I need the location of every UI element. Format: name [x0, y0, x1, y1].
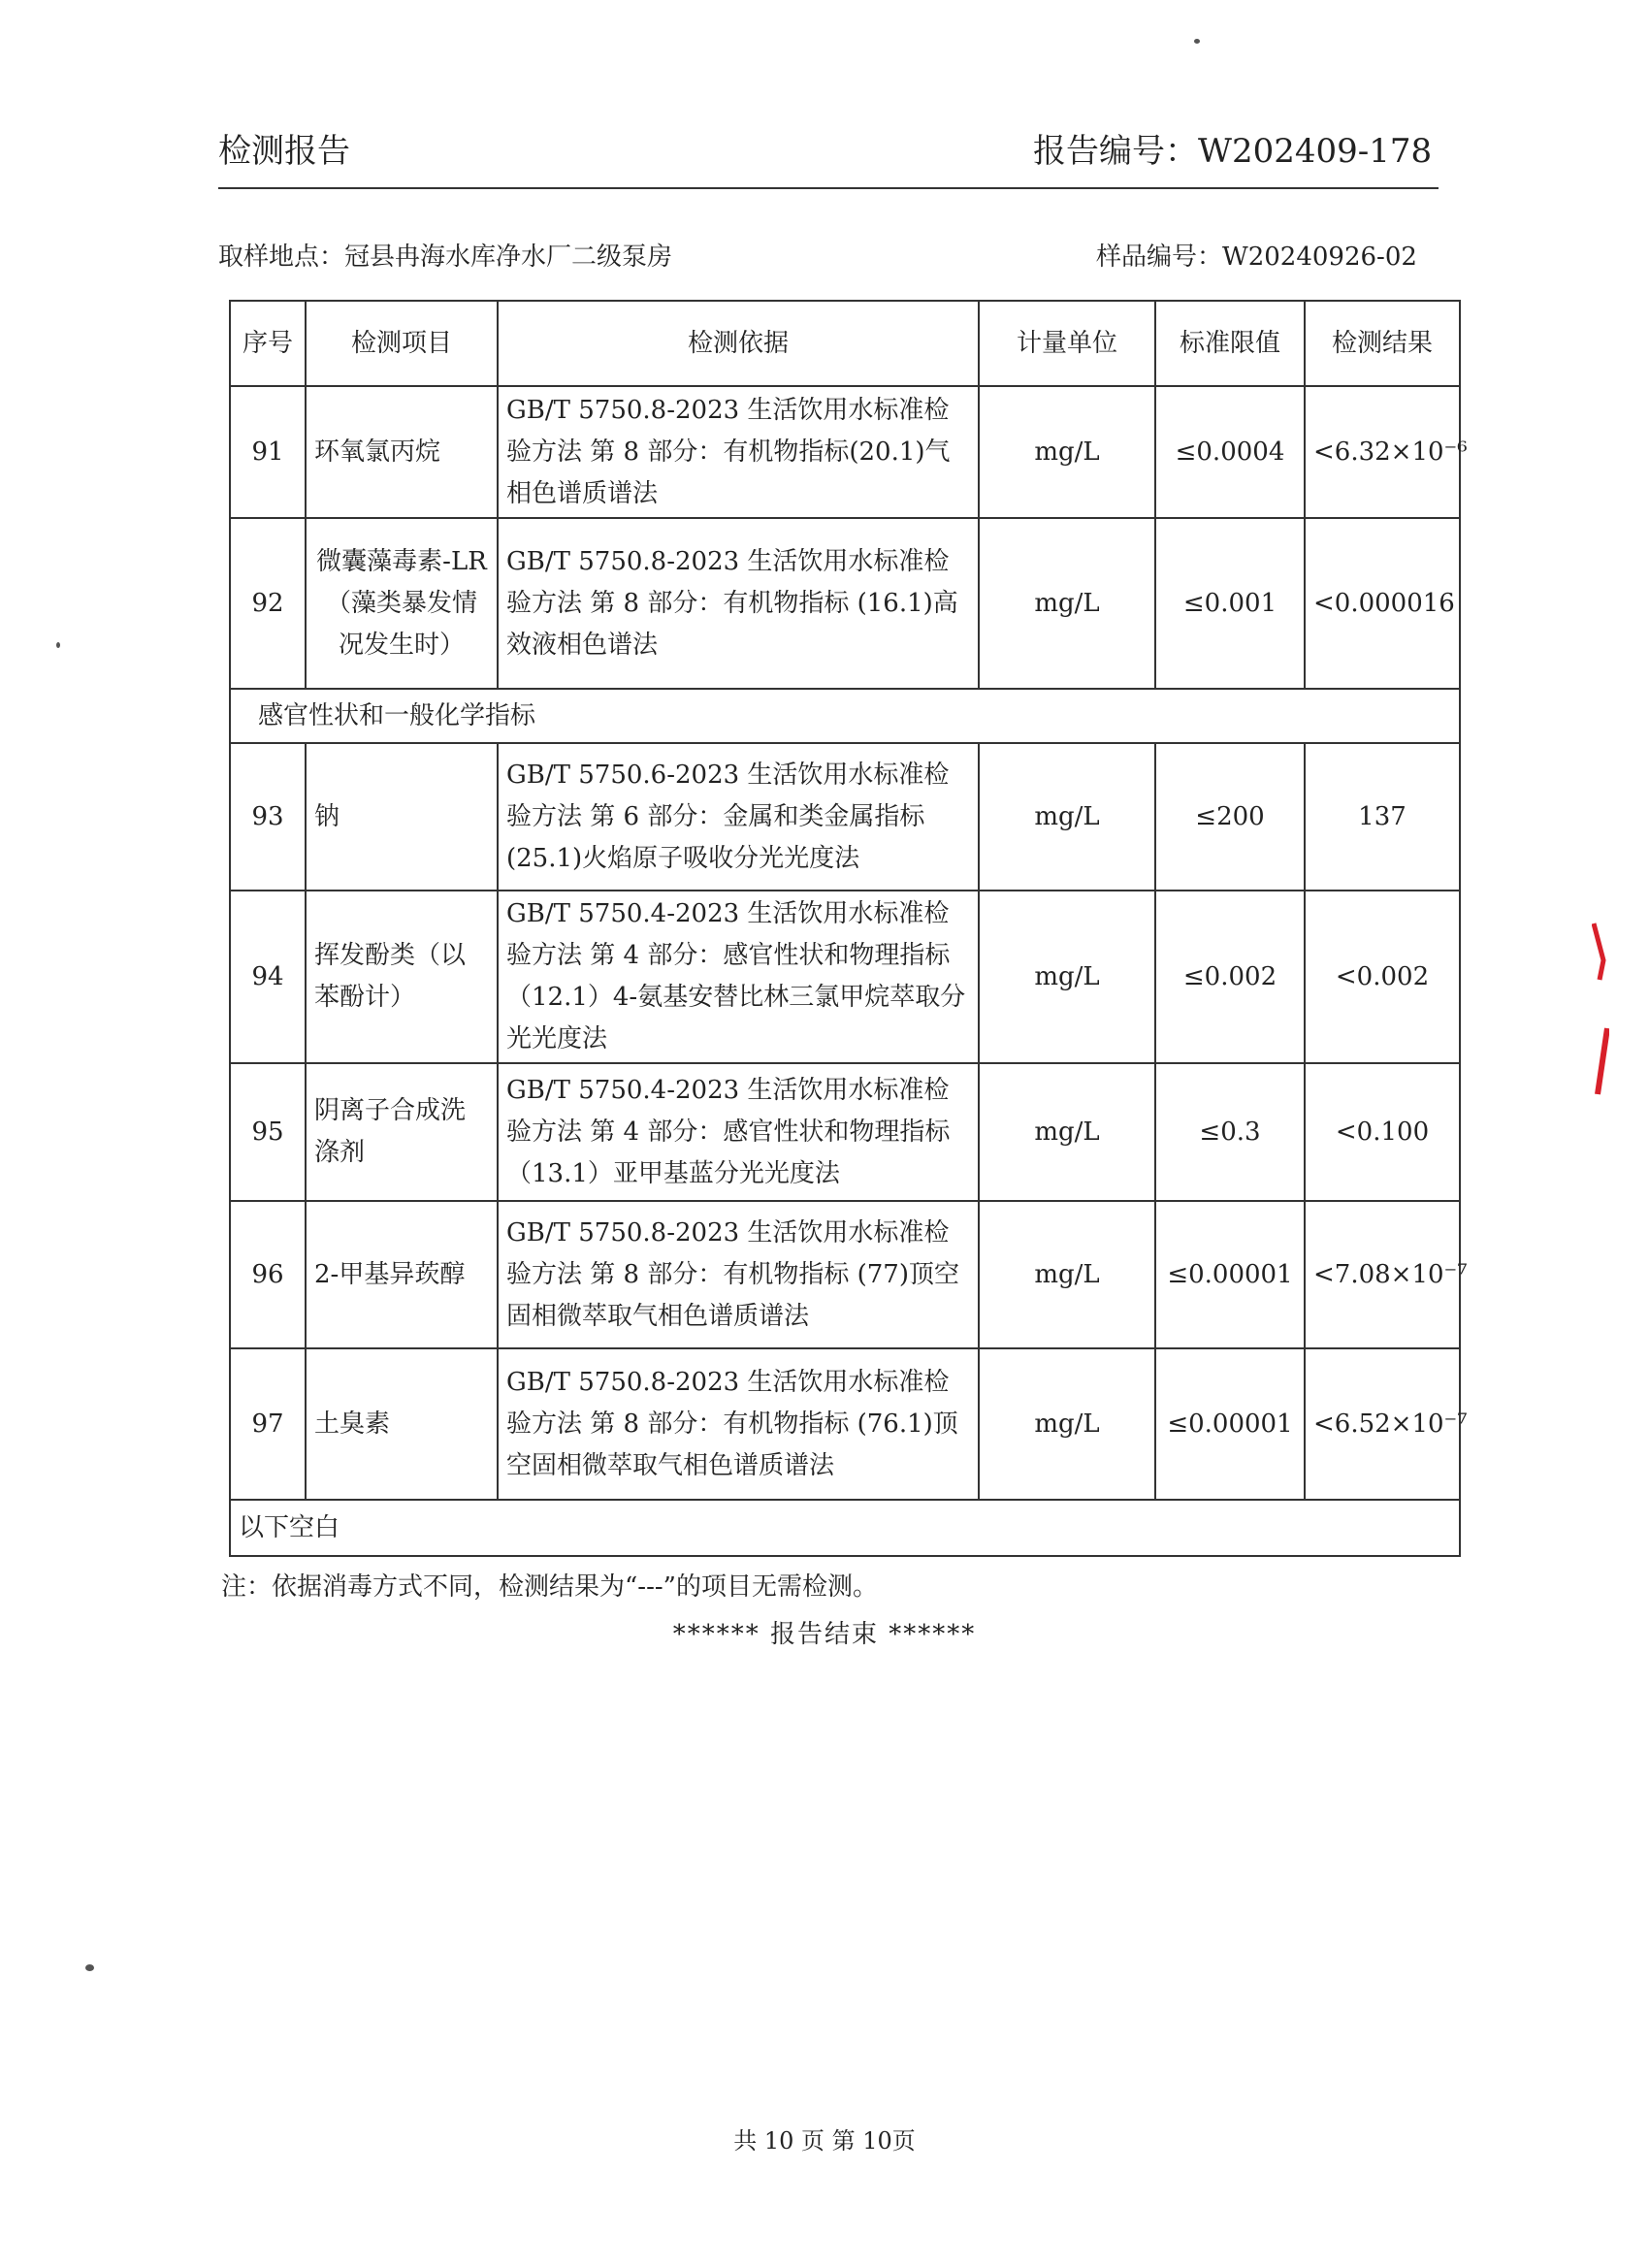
sampling-location: 取样地点：冠县冉海水库净水厂二级泵房 [218, 243, 673, 272]
cell-method: GB/T 5750.8-2023 生活饮用水标准检验方法 第 8 部分：有机物指标(20.1)气相色谱质谱法 [498, 386, 979, 518]
cell-unit: mg/L [979, 1348, 1155, 1500]
table-row [230, 1348, 1460, 1500]
table-row [230, 386, 1460, 518]
cell-method: GB/T 5750.6-2023 生活饮用水标准检验方法 第 6 部分：金属和类金属指标(25.1)火焰原子吸收分光光度法 [498, 743, 979, 891]
report-number: 报告编号：W202409-178 [1033, 132, 1433, 171]
cell-limit: ≤0.001 [1155, 518, 1305, 689]
cell-result: <0.000016 [1305, 518, 1460, 689]
cell-limit: ≤0.002 [1155, 891, 1305, 1063]
cell-method: GB/T 5750.4-2023 生活饮用水标准检验方法 第 4 部分：感官性状和物理指标（13.1）亚甲基蓝分光光度法 [498, 1063, 979, 1201]
table-row [230, 518, 1460, 689]
blank-below-note: 以下空白 [230, 1500, 1460, 1556]
col-header-no: 序号 [230, 301, 306, 386]
cell-limit: ≤200 [1155, 743, 1305, 891]
cell-limit: ≤0.00001 [1155, 1348, 1305, 1500]
cell-item: 环氧氯丙烷 [306, 386, 498, 518]
col-header-item: 检测项目 [306, 301, 498, 386]
cell-unit: mg/L [979, 386, 1155, 518]
report-end-mark: ****** 报告结束 ****** [672, 1620, 977, 1649]
cell-no: 92 [230, 518, 306, 689]
cell-limit: ≤0.3 [1155, 1063, 1305, 1201]
cell-unit: mg/L [979, 891, 1155, 1063]
page-number: 共 10 页 第 10页 [733, 2127, 916, 2155]
section-title: 感官性状和一般化学指标 [230, 689, 1460, 743]
cell-result: <0.100 [1305, 1063, 1460, 1201]
col-header-unit: 计量单位 [979, 301, 1155, 386]
cell-item: 2-甲基异莰醇 [306, 1201, 498, 1348]
cell-result: <0.002 [1305, 891, 1460, 1063]
table-header-row [230, 301, 1460, 386]
table-row [230, 743, 1460, 891]
scan-speck [85, 1964, 94, 1971]
table-row [230, 891, 1460, 1063]
cell-unit: mg/L [979, 1201, 1155, 1348]
cell-method: GB/T 5750.4-2023 生活饮用水标准检验方法 第 4 部分：感官性状和物理指标 （12.1）4-氨基安替比林三氯甲烷萃取分光光度法 [498, 891, 979, 1063]
cell-limit: ≤0.0004 [1155, 386, 1305, 518]
cell-result: <6.32×10⁻⁶ [1305, 386, 1460, 518]
header-divider [218, 187, 1439, 189]
cell-method: GB/T 5750.8-2023 生活饮用水标准检验方法 第 8 部分：有机物指标 (76.1)顶空固相微萃取气相色谱质谱法 [498, 1348, 979, 1500]
cell-no: 94 [230, 891, 306, 1063]
cell-item: 微囊藻毒素-LR（藻类暴发情况发生时） [306, 518, 498, 689]
cell-item: 阴离子合成洗涤剂 [306, 1063, 498, 1201]
col-header-limit: 标准限值 [1155, 301, 1305, 386]
cell-no: 97 [230, 1348, 306, 1500]
col-header-method: 检测依据 [498, 301, 979, 386]
cell-item: 挥发酚类（以苯酚计） [306, 891, 498, 1063]
cell-limit: ≤0.00001 [1155, 1201, 1305, 1348]
cell-no: 96 [230, 1201, 306, 1348]
cell-result: <7.08×10⁻⁷ [1305, 1201, 1460, 1348]
cell-item: 钠 [306, 743, 498, 891]
col-header-result: 检测结果 [1305, 301, 1460, 386]
cell-no: 95 [230, 1063, 306, 1201]
red-stamp-fragment [1592, 922, 1609, 1096]
footnote: 注：依据消毒方式不同，检测结果为“---”的项目无需检测。 [221, 1572, 878, 1602]
report-title: 检测报告 [218, 132, 350, 171]
cell-no: 93 [230, 743, 306, 891]
results-table [229, 300, 1468, 1557]
cell-unit: mg/L [979, 743, 1155, 891]
sample-number: 样品编号：W20240926-02 [1096, 243, 1417, 272]
cell-unit: mg/L [979, 1063, 1155, 1201]
cell-no: 91 [230, 386, 306, 518]
table-row [230, 1201, 1460, 1348]
cell-item: 土臭素 [306, 1348, 498, 1500]
cell-method: GB/T 5750.8-2023 生活饮用水标准检验方法 第 8 部分：有机物指标 (16.1)高效液相色谱法 [498, 518, 979, 689]
cell-result: <6.52×10⁻⁷ [1305, 1348, 1460, 1500]
scan-speck [1194, 39, 1200, 44]
footer-row [230, 1500, 1460, 1556]
cell-unit: mg/L [979, 518, 1155, 689]
scan-speck [56, 642, 60, 648]
cell-method: GB/T 5750.8-2023 生活饮用水标准检验方法 第 8 部分：有机物指标 (77)顶空固相微萃取气相色谱质谱法 [498, 1201, 979, 1348]
section-row [230, 689, 1460, 743]
table-row [230, 1063, 1460, 1201]
cell-result: 137 [1305, 743, 1460, 891]
